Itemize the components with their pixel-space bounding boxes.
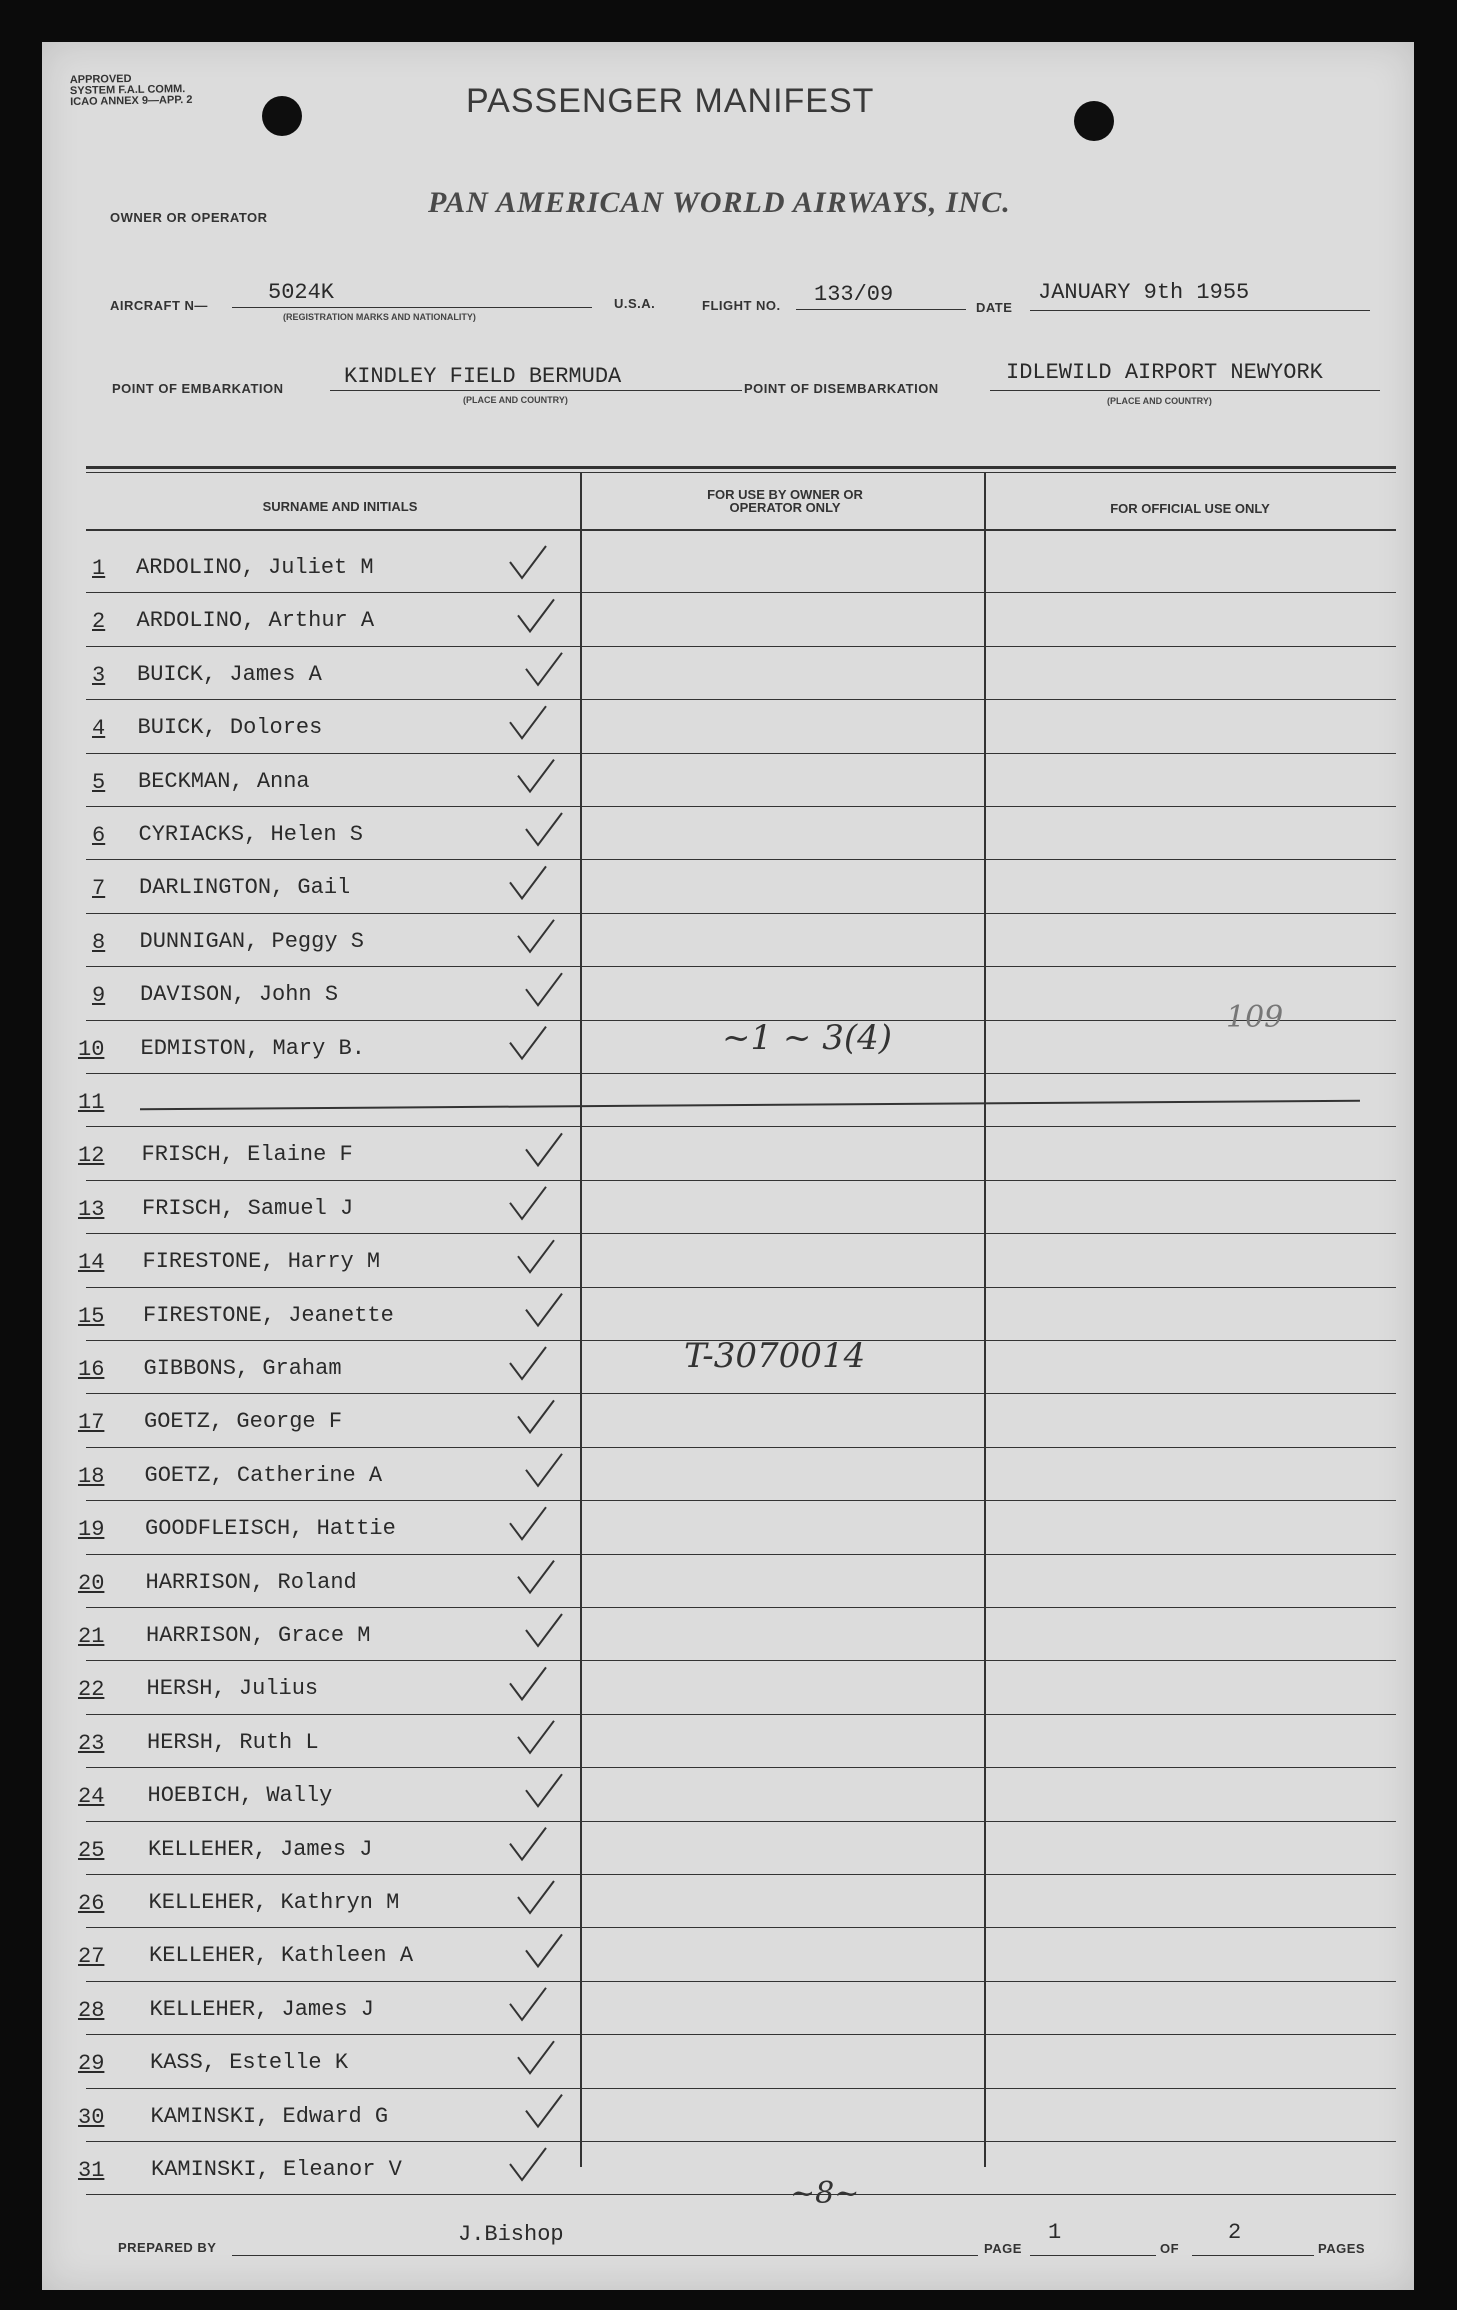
row-number: 31	[78, 2158, 105, 2183]
passenger-name: ARDOLINO, Juliet M	[136, 555, 374, 580]
passenger-name: KELLEHER, Kathryn M	[148, 1890, 400, 1915]
row-number: 28	[78, 1997, 105, 2023]
aircraft-value: 5024K	[268, 280, 335, 305]
passenger-name: FIRESTONE, Jeanette	[143, 1302, 394, 1328]
passenger-name: HOEBICH, Wally	[147, 1783, 333, 1809]
row-number: 30	[78, 2104, 105, 2130]
row-number: 16	[78, 1357, 105, 1382]
passenger-name: HERSH, Ruth L	[147, 1729, 319, 1755]
usa-label: U.S.A.	[614, 296, 656, 311]
row-number: 25	[78, 1837, 105, 1863]
checkmark	[526, 2095, 562, 2127]
checkmark	[518, 1721, 554, 1753]
row-number: 22	[78, 1677, 105, 1703]
aircraft-label: AIRCRAFT N—	[110, 298, 208, 313]
row-number: 6	[92, 823, 106, 848]
page-title: PASSENGER MANIFEST	[466, 82, 875, 120]
checkmark	[510, 1828, 546, 1860]
row-number: 2	[92, 609, 106, 635]
checkmark	[526, 973, 562, 1005]
passenger-name: BUICK, Dolores	[137, 715, 323, 741]
checkmark	[510, 706, 546, 738]
disembark-label: POINT OF DISEMBARKATION	[744, 381, 939, 396]
checkmark	[510, 1988, 546, 2020]
embark-value: KINDLEY FIELD BERMUDA	[344, 364, 622, 389]
checkmark	[526, 1614, 562, 1646]
row-number: 5	[92, 769, 106, 795]
row-number: 27	[78, 1944, 105, 1970]
approval-line: APPROVED	[69, 72, 132, 87]
date-value: JANUARY 9th 1955	[1038, 280, 1250, 305]
checkmark	[518, 1881, 554, 1913]
passenger-name: EDMISTON, Mary B.	[140, 1035, 365, 1061]
passenger-name: KELLEHER, James J	[149, 1996, 374, 2022]
passenger-name: FIRESTONE, Harry M	[142, 1249, 381, 1275]
flight-label: FLIGHT NO.	[702, 298, 781, 313]
passenger-name: CYRIACKS, Helen S	[138, 822, 363, 847]
passenger-name: GIBBONS, Graham	[143, 1356, 342, 1381]
checkmark	[510, 1027, 546, 1059]
approval-line: SYSTEM F.A.L COMM.	[69, 83, 186, 98]
passenger-name: GOODFLEISCH, Hattie	[145, 1516, 396, 1542]
checkmark	[518, 1400, 554, 1432]
col-surname: SURNAME AND INITIALS	[262, 499, 418, 514]
row-number: 24	[78, 1784, 105, 1810]
passenger-name: BUICK, James A	[137, 661, 322, 687]
passenger-name: ARDOLINO, Arthur A	[136, 608, 375, 634]
passenger-name: BECKMAN, Anna	[138, 768, 310, 794]
passenger-name: HERSH, Julius	[146, 1676, 319, 1702]
row-number: 29	[78, 2051, 105, 2077]
row-number: 8	[92, 929, 106, 955]
checkmark	[510, 546, 546, 578]
passenger-name: DARLINGTON, Gail	[139, 875, 351, 901]
checkmark	[526, 653, 562, 685]
row-number: 14	[78, 1250, 105, 1276]
row-number: 21	[78, 1624, 105, 1649]
owner-label: OWNER OR OPERATOR	[110, 210, 268, 225]
disembark-caption: (PLACE AND COUNTRY)	[1107, 396, 1212, 406]
passenger-name: FRISCH, Samuel J	[142, 1195, 354, 1221]
checkmark	[518, 2041, 554, 2073]
row-number: 4	[92, 716, 106, 742]
date-label: DATE	[976, 300, 1013, 315]
footer-handwritten-mark: ~8~	[790, 2176, 860, 2211]
prepared-by-value: J.Bishop	[458, 2222, 564, 2247]
passenger-name: HARRISON, Roland	[145, 1569, 357, 1595]
row-number: 1	[92, 556, 106, 581]
checkmark	[510, 1667, 546, 1699]
row-number: 11	[78, 1090, 105, 1115]
row-number: 9	[92, 983, 106, 1009]
col-owner-use: FOR USE BY OWNER OR OPERATOR ONLY	[707, 487, 863, 515]
passenger-name: KAMINSKI, Edward G	[150, 2103, 389, 2129]
checkmark	[526, 1774, 562, 1806]
embark-label: POINT OF EMBARKATION	[112, 381, 284, 396]
passenger-name: FRISCH, Elaine F	[141, 1142, 353, 1168]
passenger-name: KELLEHER, James J	[148, 1836, 373, 1862]
checkmark	[510, 1507, 546, 1539]
of-label: OF	[1160, 2241, 1180, 2256]
col-official-use: FOR OFFICIAL USE ONLY	[1110, 501, 1270, 516]
checkmark	[526, 1934, 562, 1966]
row-number: 17	[78, 1410, 105, 1436]
checkmark	[510, 866, 546, 898]
checkmark	[526, 1133, 562, 1165]
row-number: 19	[78, 1517, 105, 1543]
passenger-name: DUNNIGAN, Peggy S	[139, 928, 364, 954]
passenger-name: GOETZ, George F	[144, 1409, 343, 1435]
checkmark	[518, 1561, 554, 1593]
passenger-name: KELLEHER, Kathleen A	[149, 1943, 414, 1969]
row-number: 18	[78, 1463, 105, 1489]
row-number: 23	[78, 1730, 105, 1756]
row-number: 15	[78, 1303, 105, 1329]
passenger-name: GOETZ, Catherine A	[144, 1462, 383, 1488]
passenger-name: KAMINSKI, Eleanor V	[151, 2157, 402, 2182]
pages-label: PAGES	[1318, 2241, 1366, 2256]
row-number: 3	[92, 662, 106, 688]
checkmark	[518, 920, 554, 952]
row10-owner-note: ~1 ~ 3(4)	[722, 1018, 893, 1058]
passenger-name: HARRISON, Grace M	[146, 1623, 371, 1648]
row16-owner-note: T-3070014	[684, 1336, 866, 1376]
flight-value: 133/09	[814, 282, 894, 307]
checkmark	[510, 1347, 546, 1379]
row-number: 13	[78, 1196, 105, 1222]
passenger-name: DAVISON, John S	[140, 982, 339, 1008]
checkmark	[510, 2148, 546, 2180]
pages-value: 2	[1228, 2220, 1242, 2245]
checkmark	[526, 813, 562, 845]
approval-line: ICAO ANNEX 9—APP. 2	[70, 93, 193, 109]
checkmark	[510, 1187, 546, 1219]
checkmark	[526, 1454, 562, 1486]
row-number: 10	[78, 1036, 105, 1062]
row-number: 12	[78, 1143, 105, 1169]
checkmark	[518, 1240, 554, 1272]
row10-official-note: 109	[1226, 1000, 1284, 1035]
checkmark	[526, 1294, 562, 1326]
row-number: 7	[92, 876, 106, 902]
operator-name: PAN AMERICAN WORLD AIRWAYS, INC.	[428, 186, 1011, 219]
page-label: PAGE	[984, 2241, 1022, 2256]
prepared-by-label: PREPARED BY	[118, 2240, 217, 2255]
checkmark	[518, 760, 554, 792]
registration-caption: (REGISTRATION MARKS AND NATIONALITY)	[283, 312, 476, 322]
row-number: 20	[78, 1570, 105, 1596]
passenger-name: KASS, Estelle K	[150, 2050, 349, 2076]
checkmark	[518, 599, 554, 631]
page-value: 1	[1048, 2220, 1062, 2245]
row-number: 26	[78, 1891, 105, 1916]
disembark-value: IDLEWILD AIRPORT NEWYORK	[1006, 360, 1323, 385]
embark-caption: (PLACE AND COUNTRY)	[463, 395, 568, 405]
